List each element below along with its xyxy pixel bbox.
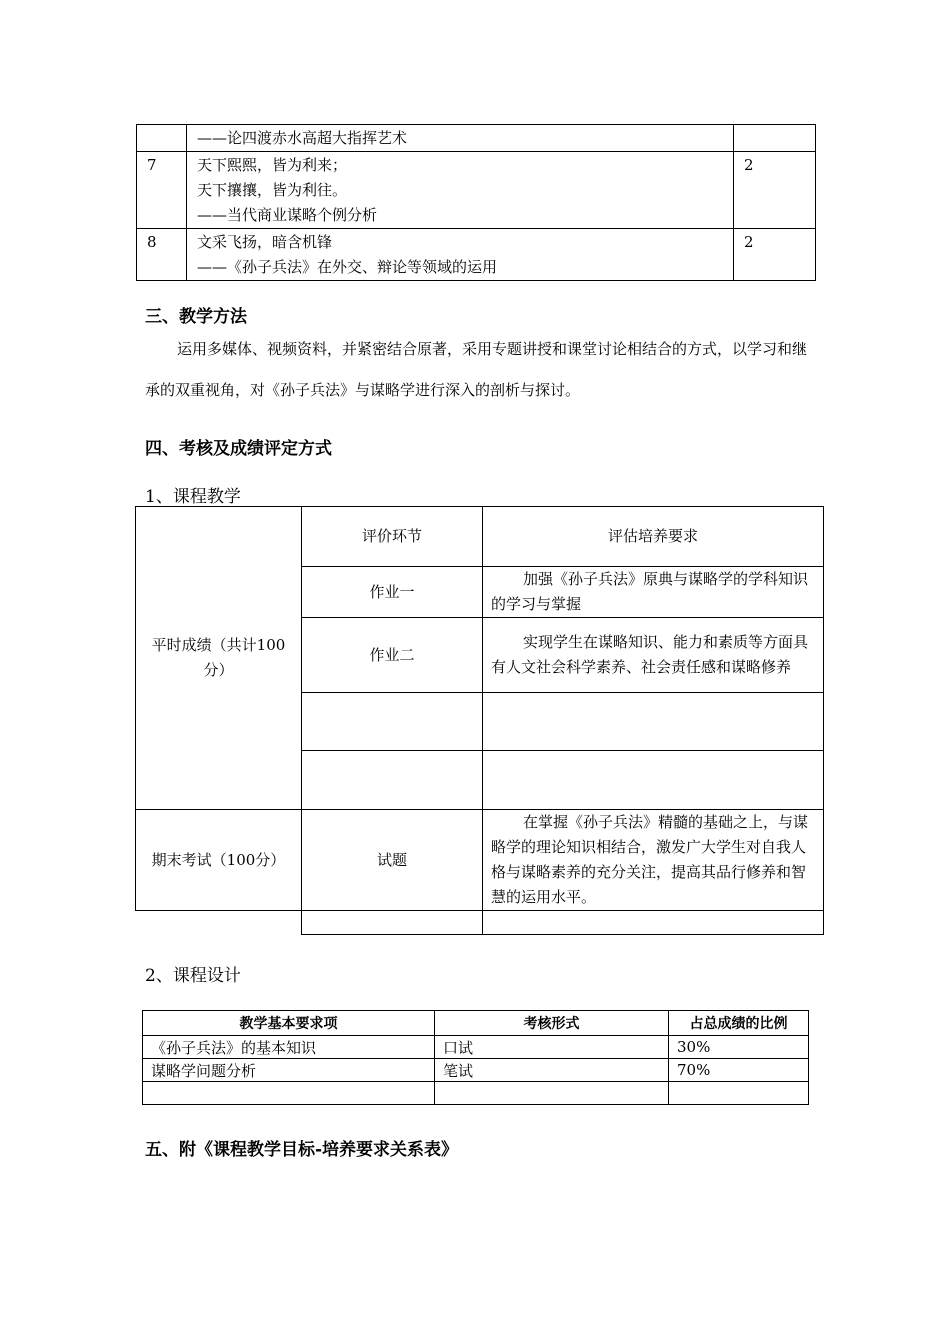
table-row xyxy=(136,911,824,935)
homework-one-requirement: 加强《孙子兵法》原典与谋略学的学科知识的学习与掌握 xyxy=(483,567,824,618)
topic-content: 天下熙熙，皆为利来； 天下攘攘，皆为利往。 ——当代商业谋略个例分析 xyxy=(187,152,734,229)
empty-cell xyxy=(143,1082,435,1105)
header-assessment-form: 考核形式 xyxy=(435,1011,669,1036)
section-heading: 三、教学方法 xyxy=(145,307,247,327)
regular-score-label: 平时成绩（共计100分） xyxy=(136,507,302,810)
table-row xyxy=(143,1059,809,1082)
table-row xyxy=(137,229,816,281)
header-score-ratio: 占总成绩的比例 xyxy=(669,1011,809,1036)
topic-content: 文采飞扬，暗含机锋 ——《孙子兵法》在外交、辩论等领域的运用 xyxy=(187,229,734,281)
requirement-item: 《孙子兵法》的基本知识 xyxy=(143,1036,435,1059)
score-ratio: 70% xyxy=(669,1059,809,1082)
subsection-heading: 1、课程教学 xyxy=(145,487,241,507)
empty-cell xyxy=(302,911,483,935)
topic-hours: 2 xyxy=(734,229,816,281)
empty-cell xyxy=(136,911,302,935)
exam-item: 试题 xyxy=(302,810,483,911)
assessment-form: 笔试 xyxy=(435,1059,669,1082)
header-eval-requirement: 评估培养要求 xyxy=(483,507,824,567)
homework-one: 作业一 xyxy=(302,567,483,618)
table-row xyxy=(136,810,824,911)
table-row xyxy=(143,1082,809,1105)
empty-cell xyxy=(483,751,824,810)
teaching-method-paragraph: 运用多媒体、视频资料，并紧密结合原著，采用专题讲授和课堂讨论相结合的方式，以学习和继承的双重视角，对《孙子兵法》与谋略学进行深入的剖析与探讨。 xyxy=(145,340,808,399)
table-row xyxy=(143,1036,809,1059)
course-design-table xyxy=(142,1010,809,1105)
subsection-heading: 2、课程设计 xyxy=(145,966,241,986)
empty-cell xyxy=(302,751,483,810)
header-eval-link: 评价环节 xyxy=(302,507,483,567)
table-row xyxy=(137,125,816,152)
evaluation-table xyxy=(135,506,824,935)
topic-number: 8 xyxy=(137,229,187,281)
empty-cell xyxy=(302,693,483,751)
score-ratio: 30% xyxy=(669,1036,809,1059)
topic-number xyxy=(137,125,187,152)
final-exam-label: 期末考试（100分） xyxy=(136,810,302,911)
header-requirement-item: 教学基本要求项 xyxy=(143,1011,435,1036)
requirement-item: 谋略学问题分析 xyxy=(143,1059,435,1082)
homework-two-requirement: 实现学生在谋略知识、能力和素质等方面具有人文社会科学素养、社会责任感和谋略修养 xyxy=(483,618,824,693)
exam-requirement: 在掌握《孙子兵法》精髓的基础之上，与谋略学的理论知识相结合，激发广大学生对自我人格与谋略素养的充分关注，提高其品行修养和智慧的运用水平。 xyxy=(483,810,824,911)
table-row xyxy=(137,152,816,229)
empty-cell xyxy=(669,1082,809,1105)
empty-cell xyxy=(483,693,824,751)
topic-hours: 2 xyxy=(734,152,816,229)
table-header-row xyxy=(143,1011,809,1036)
empty-cell xyxy=(435,1082,669,1105)
topic-hours xyxy=(734,125,816,152)
course-topic-table xyxy=(136,124,816,281)
homework-two: 作业二 xyxy=(302,618,483,693)
section-heading: 五、附《课程教学目标-培养要求关系表》 xyxy=(145,1140,459,1160)
topic-number: 7 xyxy=(137,152,187,229)
empty-cell xyxy=(483,911,824,935)
table-row xyxy=(136,507,824,567)
topic-content: ——论四渡赤水高超大指挥艺术 xyxy=(187,125,734,152)
section-heading: 四、考核及成绩评定方式 xyxy=(145,439,332,459)
assessment-form: 口试 xyxy=(435,1036,669,1059)
